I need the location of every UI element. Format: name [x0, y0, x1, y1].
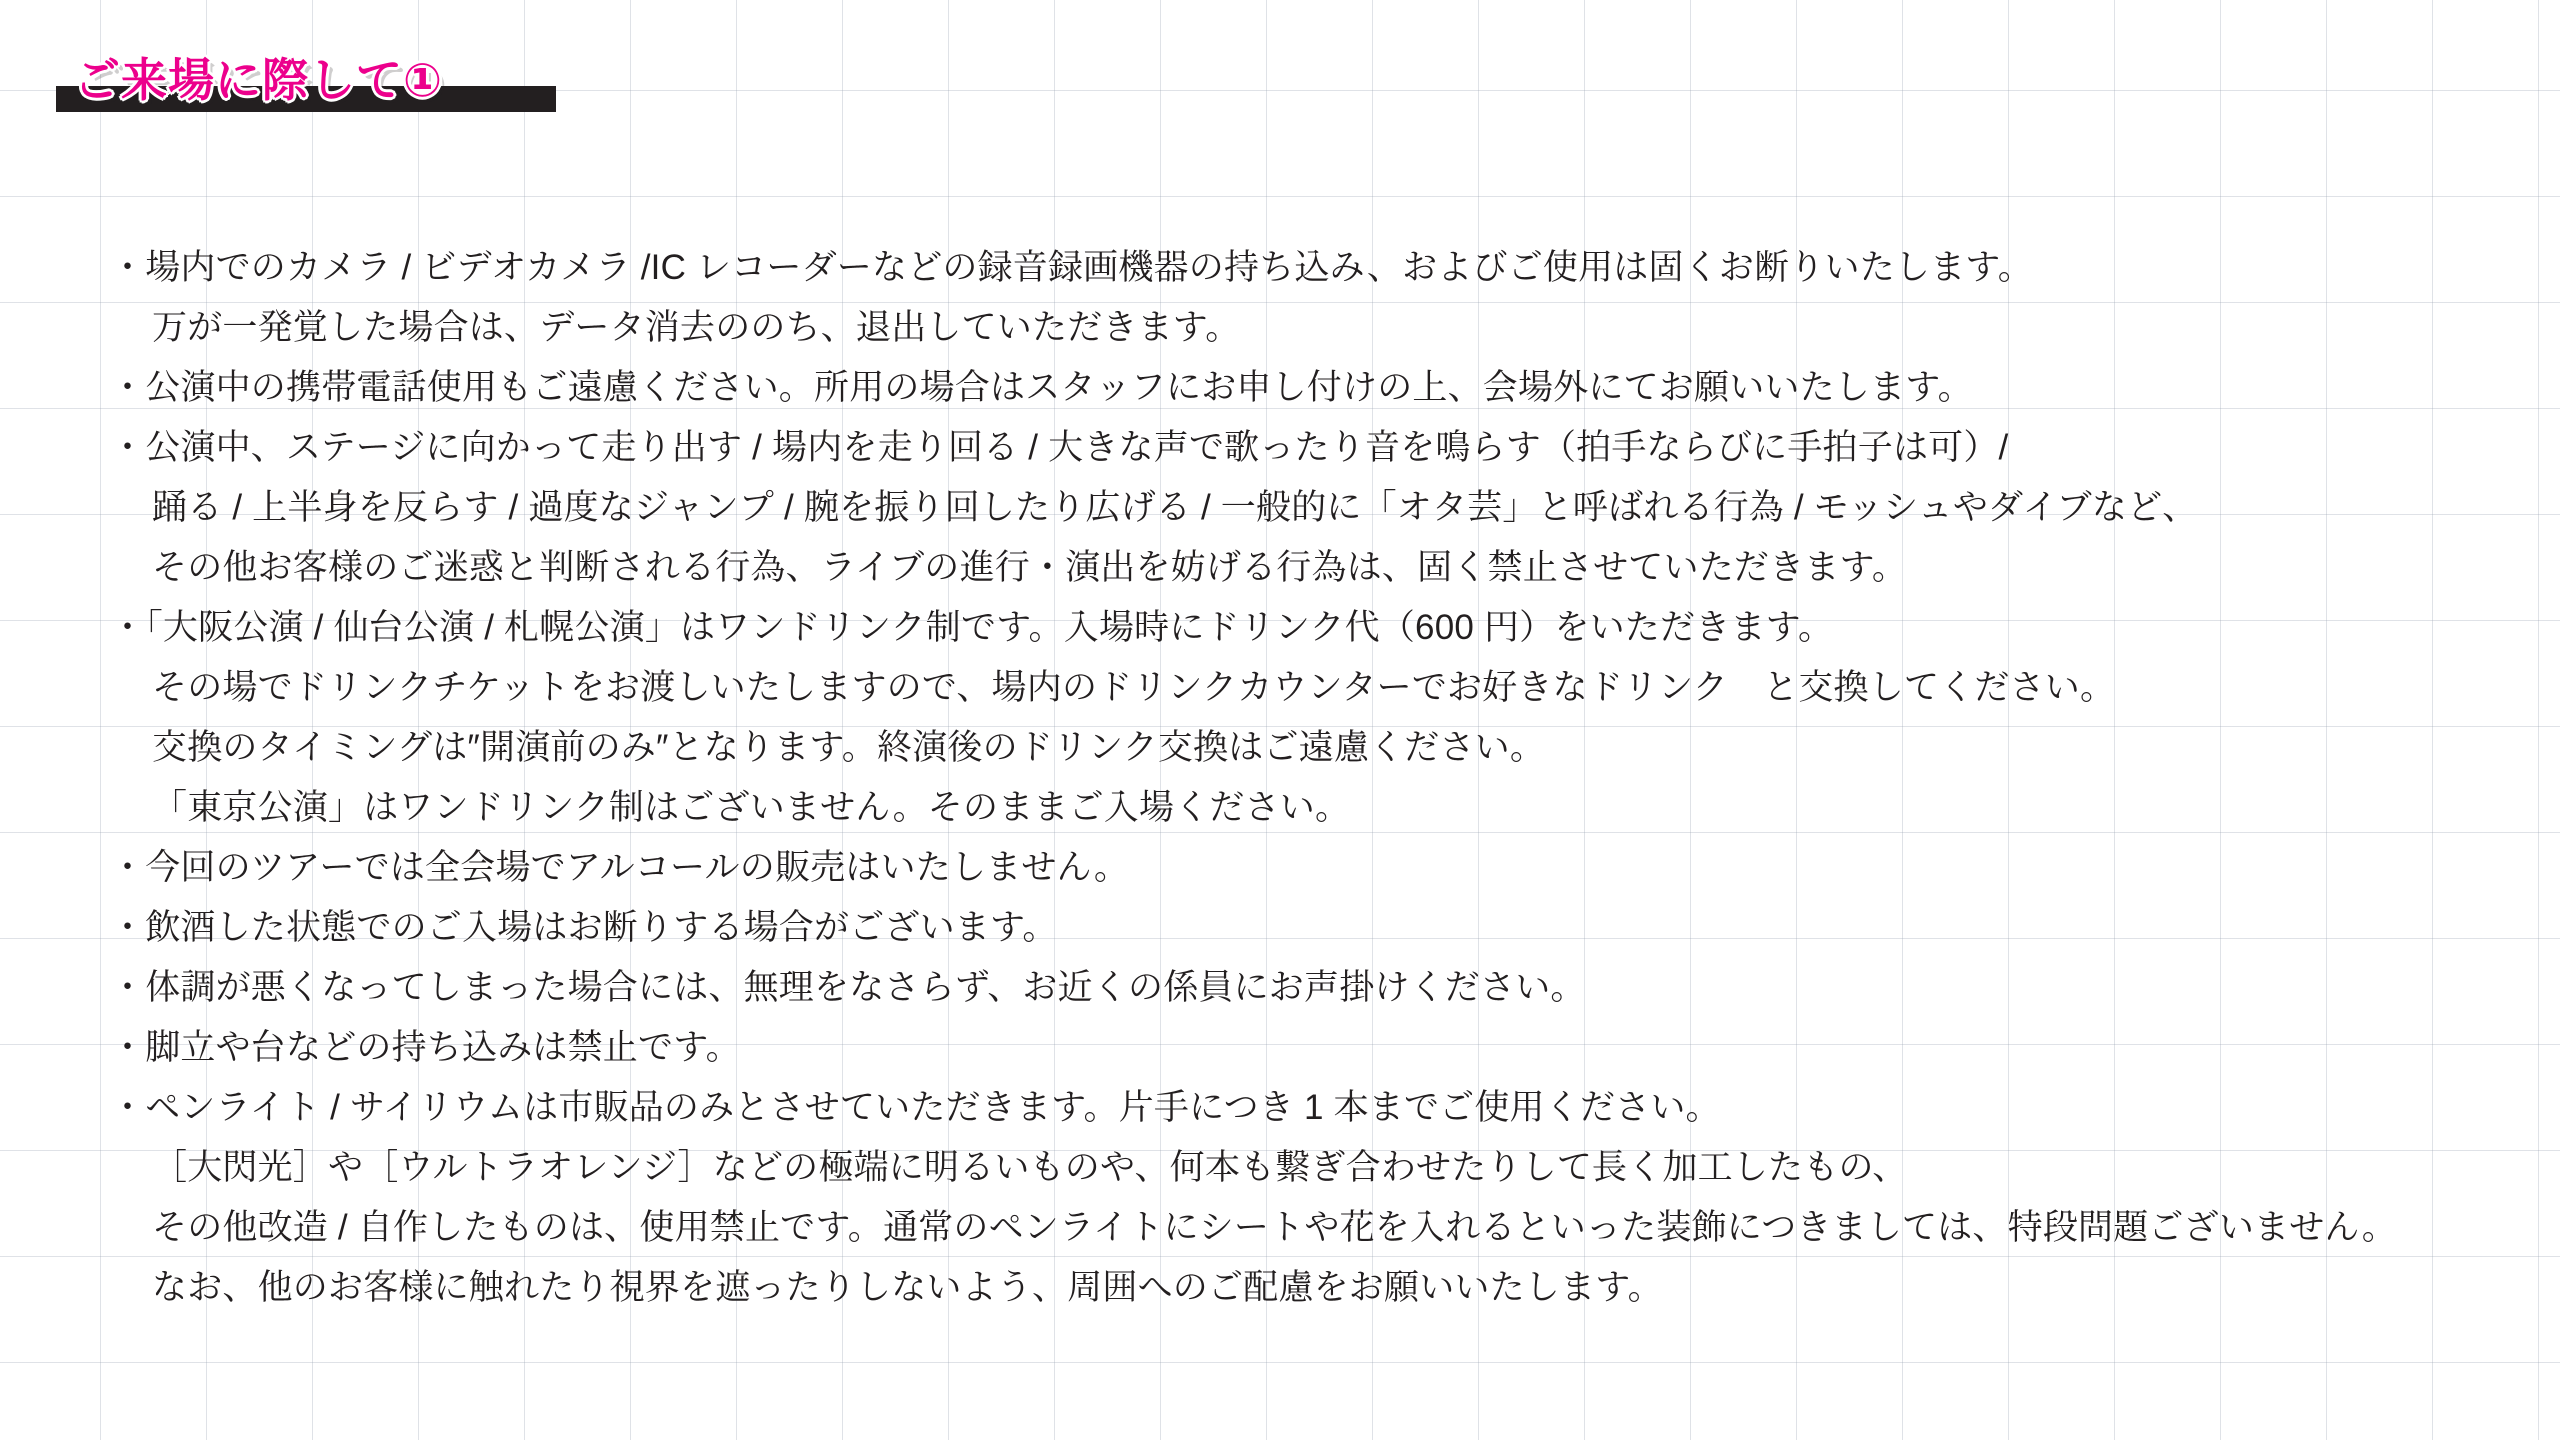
- list-item: ・飲酒した状態でのご入場はお断りする場合がございます。: [110, 908, 1058, 947]
- list-item: 踊る / 上半身を反らす / 過度なジャンプ / 腕を振り回したり広げる / 一般的に「オタ芸」と呼ばれる行為 / モッシュやダイブなど、: [152, 488, 2198, 527]
- list-item: ［大閃光］や［ウルトラオレンジ］などの極端に明るいものや、何本も繋ぎ合わせたりして長く加工したもの、: [152, 1148, 1908, 1187]
- list-item: ・公演中の携帯電話使用もご遠慮ください。所用の場合はスタッフにお申し付けの上、会場外にてお願いいたします。: [110, 368, 1973, 407]
- list-item: ・公演中、ステージに向かって走り出す / 場内を走り回る / 大きな声で歌ったり音を鳴らす（拍手ならびに手拍子は可）/: [110, 428, 2009, 467]
- list-item: ・体調が悪くなってしまった場合には、無理をなさらず、お近くの係員にお声掛けください。: [110, 968, 1586, 1007]
- list-item: ・ペンライト / サイリウムは市販品のみとさせていただきます。片手につき 1 本までご使用ください。: [110, 1088, 1721, 1127]
- list-item: ・脚立や台などの持ち込みは禁止です。: [110, 1028, 741, 1067]
- list-item: その他改造 / 自作したものは、使用禁止です。通常のペンライトにシートや花を入れるといった装飾につきましては、特段問題ございません。: [152, 1208, 2397, 1247]
- list-item: その他お客様のご迷惑と判断される行為、ライブの進行・演出を妨げる行為は、固く禁止させていただきます。: [152, 548, 1908, 587]
- list-item: 万が一発覚した場合は、データ消去ののち、退出していただきます。: [152, 308, 1241, 347]
- list-item: ・場内でのカメラ / ビデオカメラ /IC レコーダーなどの録音録画機器の持ち込み、およびご使用は固くお断りいたします。: [110, 248, 2033, 287]
- page-title: [56, 44, 576, 120]
- list-item: その場でドリンクチケットをお渡しいたしますので、場内のドリンクカウンターでお好きなドリンク と交換してください。: [152, 668, 2116, 707]
- list-item: ・「大阪公演 / 仙台公演 / 札幌公演」はワンドリンク制です。入場時にドリンク代（600 円）をいただきます。: [110, 608, 1834, 647]
- title-text: ご来場に際して①: [74, 54, 443, 106]
- notice-list: [110, 238, 2510, 1318]
- list-item: ・今回のツアーでは全会場でアルコールの販売はいたしません。: [110, 848, 1130, 887]
- list-item: 「東京公演」はワンドリンク制はございません。そのままご入場ください。: [152, 788, 1351, 827]
- list-item: なお、他のお客様に触れたり視界を遮ったりしないよう、周囲へのご配慮をお願いいたします。: [152, 1268, 1663, 1307]
- list-item: 交換のタイミングは″開演前のみ″となります。終演後のドリンク交換はご遠慮ください。: [152, 728, 1546, 767]
